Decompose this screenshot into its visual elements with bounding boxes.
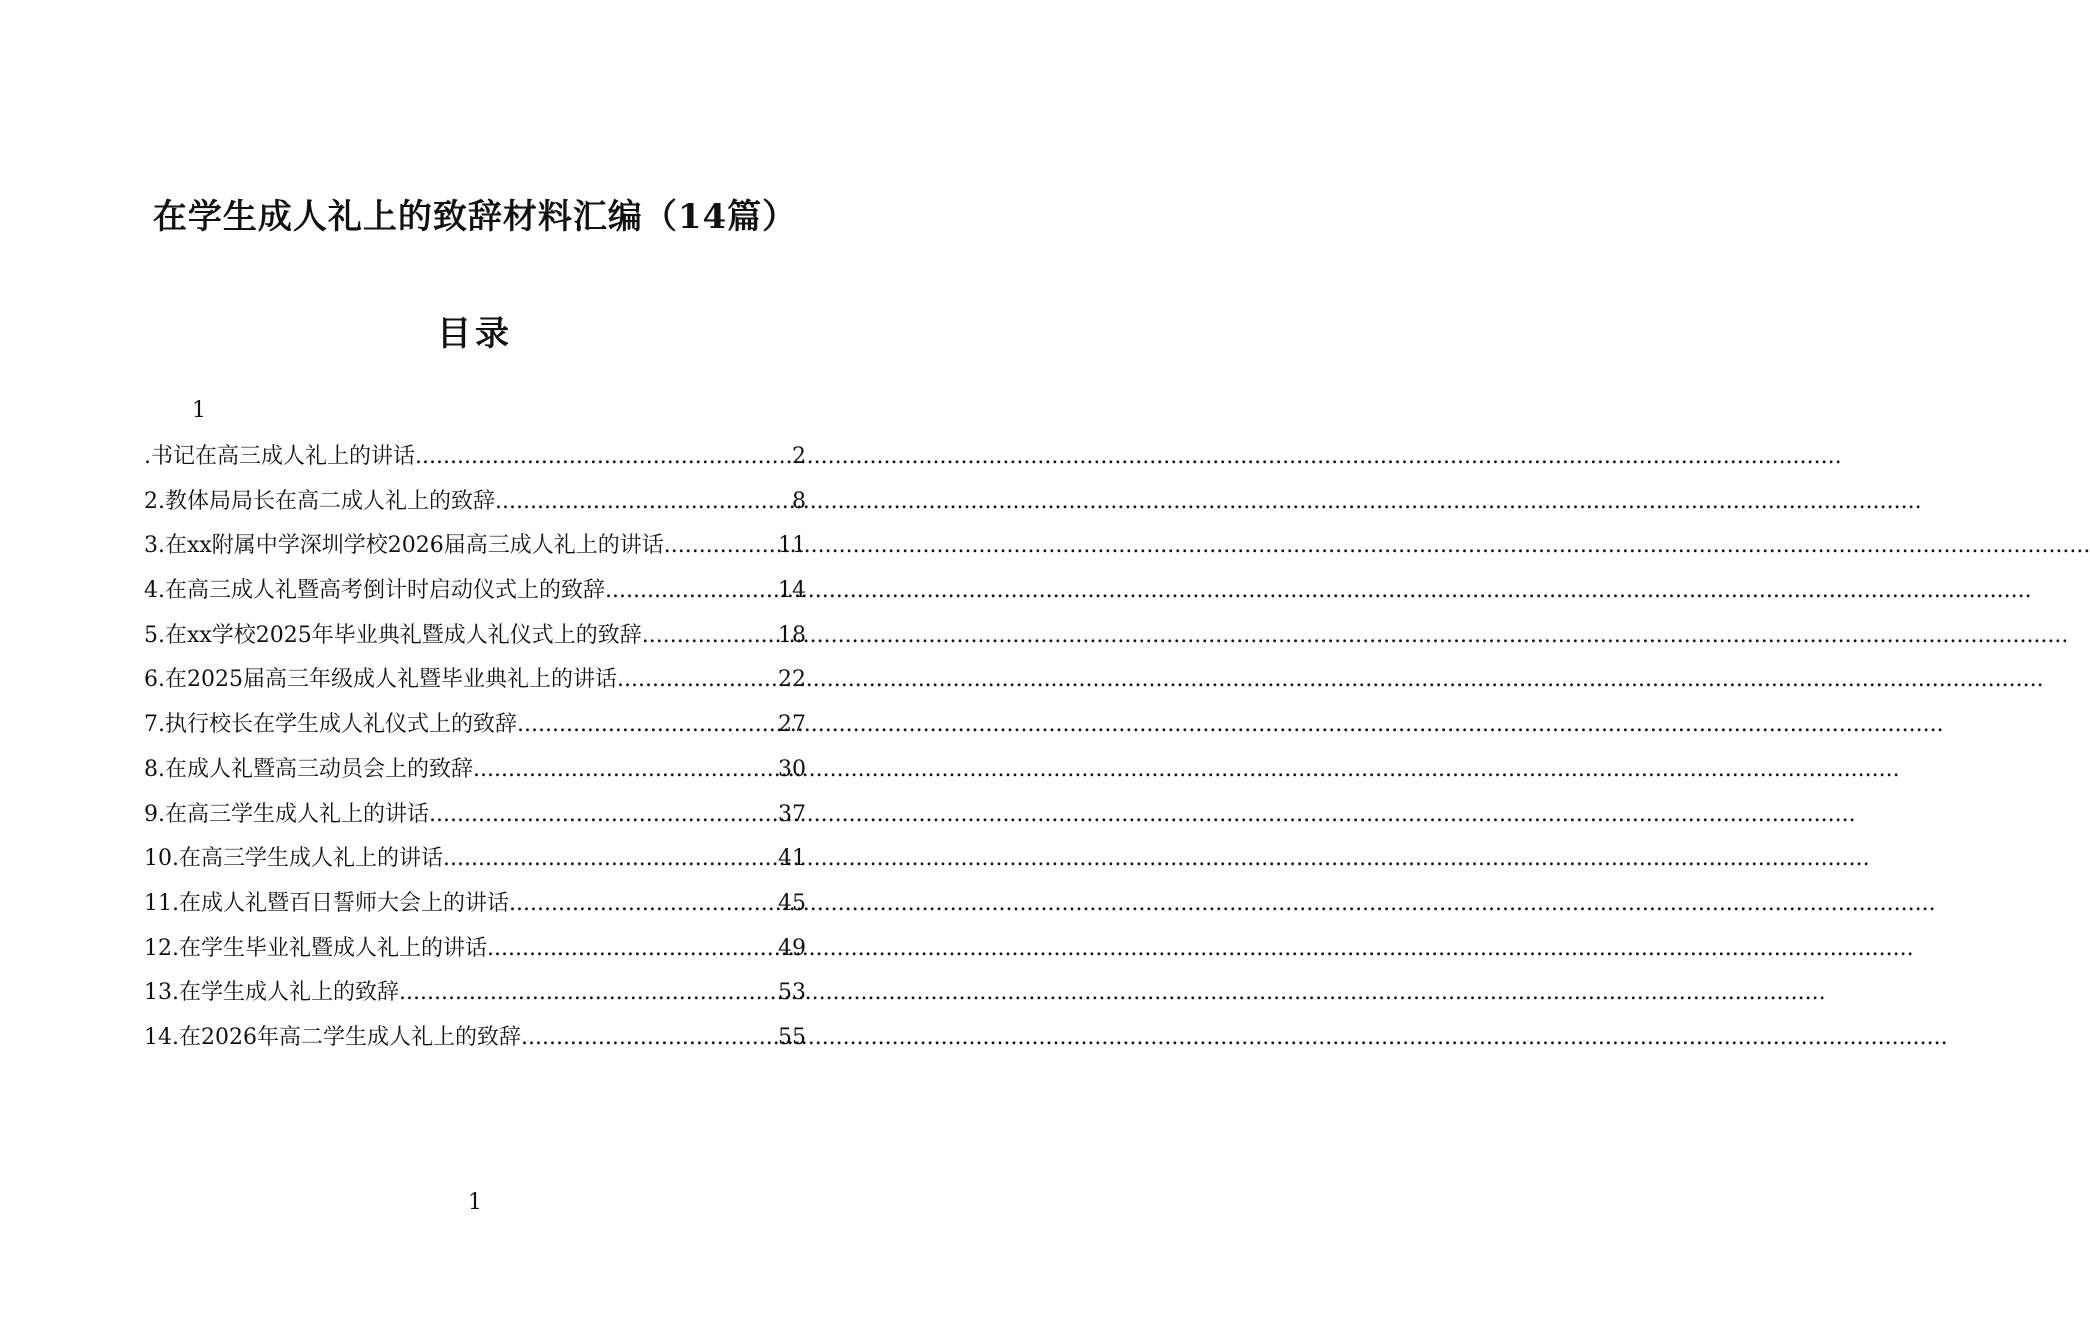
toc-heading: 目录 xyxy=(437,314,513,355)
toc-entry-2[interactable] xyxy=(144,485,806,530)
toc-entry-12[interactable] xyxy=(144,932,806,977)
toc-entry-label: 12.在学生毕业礼暨成人礼上的讲话 xyxy=(144,935,487,961)
toc-entry-label: 14.在2026年高二学生成人礼上的致辞 xyxy=(144,1024,521,1050)
toc-entry-page: 8 xyxy=(792,488,806,514)
toc-dot-leader xyxy=(517,708,778,742)
toc-entry-label: 8.在成人礼暨高三动员会上的致辞 xyxy=(144,756,473,782)
toc-dot-leader xyxy=(617,663,778,697)
toc-dot-leader xyxy=(415,440,792,474)
toc-dot-leader xyxy=(495,485,792,519)
toc-dot-leader xyxy=(509,887,778,921)
toc-dot-leader xyxy=(521,1021,778,1055)
toc-entry-label: 4.在高三成人礼暨高考倒计时启动仪式上的致辞 xyxy=(144,578,605,604)
toc-entry-label: 2.教体局局长在高二成人礼上的致辞 xyxy=(144,488,495,514)
toc-entry-label: 13.在学生成人礼上的致辞 xyxy=(144,980,399,1006)
toc-entry-page: 55 xyxy=(778,1024,806,1050)
toc-dot-leader xyxy=(473,753,778,787)
toc-dot-leader xyxy=(605,574,778,608)
toc-entry-label: 3.在xx附属中学深圳学校2026届高三成人礼上的讲话 xyxy=(144,533,664,559)
toc-entry-page: 30 xyxy=(778,756,806,782)
toc-entry-label: 7.执行校长在学生成人礼仪式上的致辞 xyxy=(144,712,517,738)
toc-entry-label: 11.在成人礼暨百日誓师大会上的讲话 xyxy=(144,890,509,916)
toc-entry-11[interactable] xyxy=(144,887,806,932)
toc-entry-page: 27 xyxy=(778,712,806,738)
toc-entry-1[interactable] xyxy=(144,440,806,485)
toc-entry-page: 11 xyxy=(778,533,806,559)
toc-entry-page: 53 xyxy=(778,980,806,1006)
toc-dot-leader xyxy=(399,976,778,1010)
page-number: 1 xyxy=(468,1190,482,1215)
toc-entry-label: 9.在高三学生成人礼上的讲话 xyxy=(144,801,429,827)
toc-dot-leader xyxy=(642,619,778,653)
toc-entry-page: 14 xyxy=(778,578,806,604)
toc-entry-label: 5.在xx学校2025年毕业典礼暨成人礼仪式上的致辞 xyxy=(144,622,642,648)
document-title: 在学生成人礼上的致辞材料汇编（14篇） xyxy=(152,196,798,237)
toc-list xyxy=(144,440,806,1066)
toc-entry-page: 49 xyxy=(778,935,806,961)
toc-entry-page: 18 xyxy=(778,622,806,648)
toc-entry-page: 22 xyxy=(778,667,806,693)
toc-entry-3[interactable] xyxy=(144,529,806,574)
toc-entry-10[interactable] xyxy=(144,842,806,887)
toc-entry-5[interactable] xyxy=(144,619,806,664)
toc-entry-6[interactable] xyxy=(144,663,806,708)
toc-entry-page: 41 xyxy=(778,846,806,872)
toc-first-number: 1 xyxy=(192,398,206,423)
toc-dot-leader xyxy=(443,842,778,876)
toc-entry-8[interactable] xyxy=(144,753,806,798)
toc-entry-label: 6.在2025届高三年级成人礼暨毕业典礼上的讲话 xyxy=(144,667,617,693)
toc-entry-label: .书记在高三成人礼上的讲话 xyxy=(144,444,415,469)
toc-entry-page: 37 xyxy=(778,801,806,827)
toc-dot-leader xyxy=(429,798,778,832)
toc-entry-4[interactable] xyxy=(144,574,806,619)
toc-entry-page: 2 xyxy=(792,444,806,469)
toc-dot-leader xyxy=(664,529,778,563)
toc-entry-13[interactable] xyxy=(144,976,806,1021)
toc-entry-page: 45 xyxy=(778,890,806,916)
toc-entry-14[interactable] xyxy=(144,1021,806,1066)
toc-entry-7[interactable] xyxy=(144,708,806,753)
toc-entry-label: 10.在高三学生成人礼上的讲话 xyxy=(144,846,443,872)
toc-entry-9[interactable] xyxy=(144,798,806,843)
toc-dot-leader xyxy=(487,932,778,966)
